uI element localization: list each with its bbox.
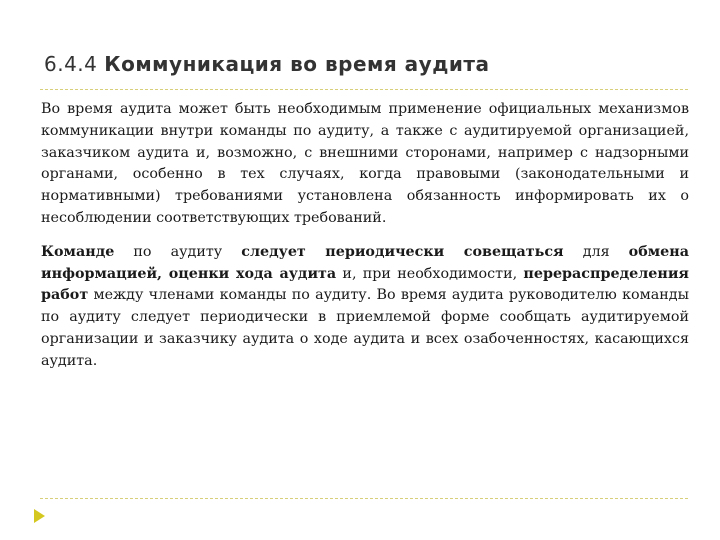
bold-redistribution: перераспределения работ	[41, 265, 689, 304]
section-number: 6.4.4	[44, 52, 98, 76]
top-divider	[40, 89, 688, 90]
bold-meet: следует периодически совещаться	[241, 243, 564, 260]
bold-exchange: обмена информацией, оценки хода аудита	[41, 243, 689, 282]
text-segment: между членами команды по аудиту. Во время аудита руководителю команды по аудиту следует периодически в приемлемой форме сообщать аудитируемой организации и заказчику аудита о ходе аудита и всех озабоченностях, касающихся аудита.	[41, 287, 689, 369]
slide-title	[44, 52, 489, 76]
text-segment: для	[563, 243, 629, 260]
title-text: Коммуникация во время аудита	[104, 52, 490, 76]
slide-body	[41, 99, 689, 373]
text-segment: по аудиту	[114, 243, 242, 260]
paragraph-2	[41, 242, 689, 373]
text-segment: и, при необходимости,	[336, 265, 524, 282]
triangle-bullet-icon	[34, 509, 45, 523]
paragraph-1: Во время аудита может быть необходимым применение официальных механизмов коммуникации внутри команды по аудиту, а также с аудитируемой организацией, заказчиком аудита и, возможно, с внешними сторонами, например с надзорными органами, особенно в тех случаях, когда правовыми (законодательными и нормативными) требованиями установлена обязанность информировать их о несоблюдении соответствующих требований.	[41, 101, 689, 226]
bold-team: Команде	[41, 243, 115, 260]
bottom-divider	[40, 498, 688, 499]
